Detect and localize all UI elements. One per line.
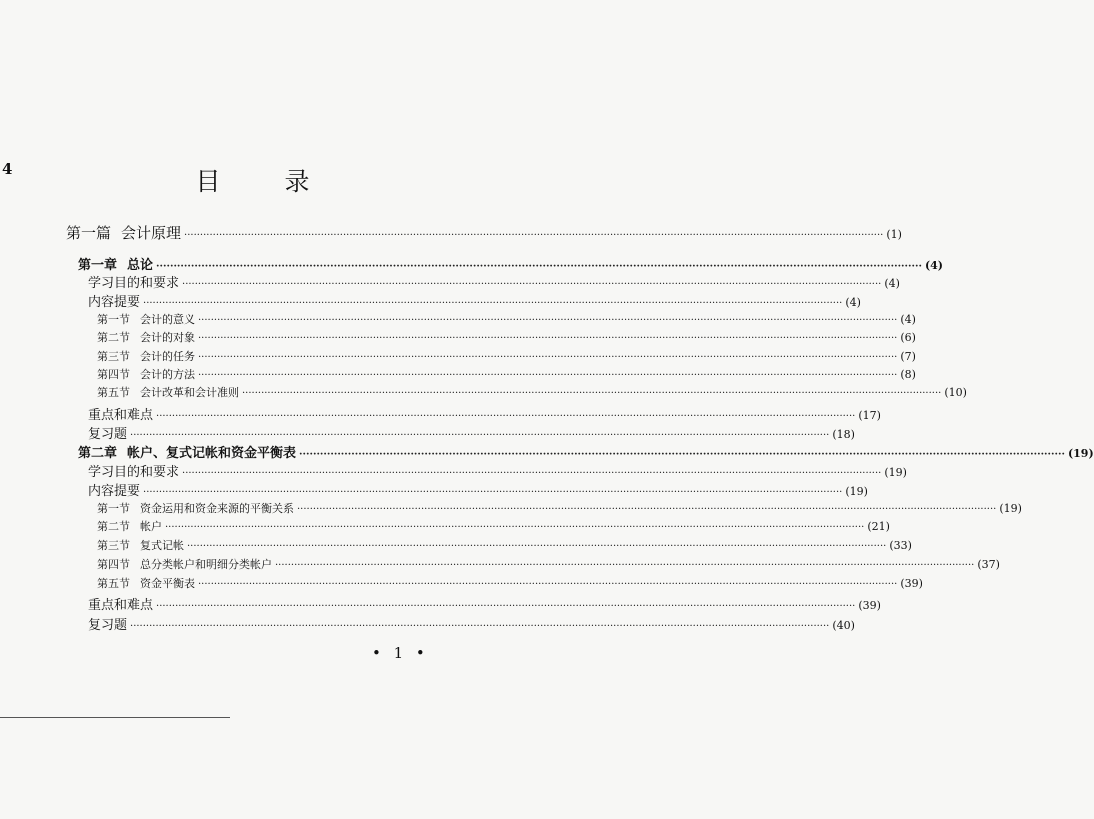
toc-entry-text: 资金平衡表 xyxy=(140,577,195,590)
toc-entry-section[interactable] xyxy=(97,348,916,366)
toc-leader-dots: ···························································································································································································································· xyxy=(198,579,898,590)
toc-entry-label xyxy=(78,442,296,461)
toc-entry-page: (8) xyxy=(900,368,916,381)
toc-entry-page: (18) xyxy=(832,428,855,441)
toc-entry-section[interactable] xyxy=(97,311,916,329)
toc-entry-section[interactable] xyxy=(97,556,1000,574)
toc-entry-item[interactable] xyxy=(88,291,861,310)
toc-entry-label xyxy=(88,480,140,499)
toc-entry-item[interactable] xyxy=(88,404,881,423)
toc-entry-page: (1) xyxy=(886,228,902,241)
toc-entry-number: 第五节 xyxy=(97,577,130,590)
toc-entry-number: 第四节 xyxy=(97,558,130,571)
toc-entry-page: (37) xyxy=(977,558,1000,571)
toc-entry-text: 重点和难点 xyxy=(88,408,154,423)
toc-entry-label xyxy=(88,291,140,310)
toc-entry-label xyxy=(97,384,239,400)
toc-entry-page: (19) xyxy=(1067,447,1094,460)
toc-entry-page: (33) xyxy=(889,539,912,552)
toc-leader-dots: ···························································································································································································································· xyxy=(130,621,830,632)
toc-entry-page: (39) xyxy=(858,599,881,612)
toc-entry-text: 会计原理 xyxy=(121,224,182,242)
toc-entry-text: 总分类帐户和明细分类帐户 xyxy=(140,558,272,571)
toc-leader-dots: ···························································································································································································································· xyxy=(198,352,898,363)
toc-entry-text: 资金运用和资金来源的平衡关系 xyxy=(140,502,294,515)
toc-entry-number: 第一章 xyxy=(78,258,118,273)
toc-entry-page: (4) xyxy=(924,259,944,272)
toc-entry-label xyxy=(66,222,181,243)
toc-entry-text: 重点和难点 xyxy=(88,598,154,613)
toc-leader-dots: ···························································································································································································································· xyxy=(182,279,882,290)
toc-entry-text: 会计的意义 xyxy=(140,313,195,326)
toc-entry-text: 会计的对象 xyxy=(140,331,195,344)
toc-entry-text: 复式记帐 xyxy=(140,539,184,552)
toc-entry-text: 内容提要 xyxy=(88,295,141,310)
toc-entry-text: 内容提要 xyxy=(88,484,141,499)
toc-leader-dots: ···························································································································································································································· xyxy=(187,541,887,552)
toc-entry-item[interactable] xyxy=(88,594,881,613)
toc-entry-chapter[interactable] xyxy=(78,442,1094,461)
toc-entry-label xyxy=(88,461,179,480)
toc-leader-dots: ···························································································································································································································· xyxy=(242,388,942,399)
toc-entry-number: 第三节 xyxy=(97,539,130,552)
toc-entry-label xyxy=(88,404,153,423)
toc-entry-label xyxy=(97,366,195,382)
toc-entry-section[interactable] xyxy=(97,537,912,555)
toc-leader-dots: ···························································································································································································································· xyxy=(156,411,856,422)
toc-entry-number: 第二节 xyxy=(97,520,130,533)
toc-entry-section[interactable] xyxy=(97,518,890,536)
toc-entry-item[interactable] xyxy=(88,614,855,633)
toc-entry-text: 总论 xyxy=(127,258,154,273)
toc-entry-label xyxy=(97,329,195,345)
toc-leader-dots: ···························································································································································································································· xyxy=(156,261,922,272)
toc-leader-dots: ···························································································································································································································· xyxy=(143,487,843,498)
toc-entry-number: 第二节 xyxy=(97,331,130,344)
toc-entry-label xyxy=(97,575,195,591)
toc-leader-dots: ···························································································································································································································· xyxy=(198,333,898,344)
edge-mark: 4 xyxy=(2,160,13,178)
toc-entry-text: 复习题 xyxy=(88,618,128,633)
toc-entry-page: (10) xyxy=(944,386,967,399)
toc-entry-text: 复习题 xyxy=(88,427,128,442)
toc-entry-page: (4) xyxy=(845,296,861,309)
toc-entry-label xyxy=(78,254,153,273)
toc-leader-dots: ···························································································································································································································· xyxy=(275,560,975,571)
toc-entry-page: (19) xyxy=(999,502,1022,515)
toc-leader-dots: ···························································································································································································································· xyxy=(299,449,1065,460)
toc-entry-section[interactable] xyxy=(97,384,967,402)
toc-entry-page: (6) xyxy=(900,331,916,344)
toc-entry-text: 会计改革和会计准则 xyxy=(140,386,239,399)
bottom-rule xyxy=(0,717,230,718)
toc-leader-dots: ···························································································································································································································· xyxy=(198,370,898,381)
toc-entry-label xyxy=(97,537,184,553)
toc-entry-item[interactable] xyxy=(88,272,900,291)
toc-leader-dots: ···························································································································································································································· xyxy=(165,522,865,533)
toc-entry-page: (4) xyxy=(884,277,900,290)
toc-entry-item[interactable] xyxy=(88,461,907,480)
toc-entry-text: 会计的任务 xyxy=(140,350,195,363)
toc-entry-number: 第一篇 xyxy=(66,224,112,242)
toc-entry-text: 帐户、复式记帐和资金平衡表 xyxy=(127,446,297,461)
toc-leader-dots: ···························································································································································································································· xyxy=(130,430,830,441)
toc-entry-number: 第二章 xyxy=(78,446,118,461)
toc-leader-dots: ···························································································································································································································· xyxy=(184,230,884,241)
toc-entry-label xyxy=(88,614,127,633)
page-number: • 1 • xyxy=(372,644,429,662)
toc-entry-page: (21) xyxy=(867,520,890,533)
toc-entry-number: 第一节 xyxy=(97,502,130,515)
toc-entry-label xyxy=(97,500,294,516)
toc-leader-dots: ···························································································································································································································· xyxy=(198,315,898,326)
toc-entry-text: 会计的方法 xyxy=(140,368,195,381)
toc-entry-label xyxy=(88,594,153,613)
toc-entry-item[interactable] xyxy=(88,423,855,442)
toc-entry-page: (7) xyxy=(900,350,916,363)
page-title: 目 录 xyxy=(195,167,338,196)
toc-entry-section[interactable] xyxy=(97,575,923,593)
toc-leader-dots: ···························································································································································································································· xyxy=(297,504,997,515)
toc-entry-section[interactable] xyxy=(97,500,1022,518)
toc-entry-label xyxy=(88,423,127,442)
toc-entry-label xyxy=(97,518,162,534)
toc-entry-text: 学习目的和要求 xyxy=(88,465,180,480)
toc-entry-page: (19) xyxy=(845,485,868,498)
toc-entry-label xyxy=(88,272,179,291)
toc-entry-page: (19) xyxy=(884,466,907,479)
toc-entry-text: 学习目的和要求 xyxy=(88,276,180,291)
toc-entry-item[interactable] xyxy=(88,480,868,499)
toc-entry-label xyxy=(97,348,195,364)
toc-leader-dots: ···························································································································································································································· xyxy=(182,468,882,479)
toc-entry-number: 第一节 xyxy=(97,313,130,326)
toc-entry-chapter[interactable] xyxy=(78,254,944,273)
toc-entry-number: 第四节 xyxy=(97,368,130,381)
toc-leader-dots: ···························································································································································································································· xyxy=(156,601,856,612)
toc-entry-page: (4) xyxy=(900,313,916,326)
toc-entry-section[interactable] xyxy=(97,329,916,347)
toc-entry-part[interactable] xyxy=(66,222,902,242)
toc-entry-label xyxy=(97,556,272,572)
toc-entry-page: (39) xyxy=(900,577,923,590)
toc-entry-page: (17) xyxy=(858,409,881,422)
toc-entry-number: 第五节 xyxy=(97,386,130,399)
toc-entry-label xyxy=(97,311,195,327)
toc-entry-section[interactable] xyxy=(97,366,916,384)
toc-entry-text: 帐户 xyxy=(140,520,162,533)
toc-leader-dots: ···························································································································································································································· xyxy=(143,298,843,309)
toc-entry-number: 第三节 xyxy=(97,350,130,363)
toc-entry-page: (40) xyxy=(832,619,855,632)
